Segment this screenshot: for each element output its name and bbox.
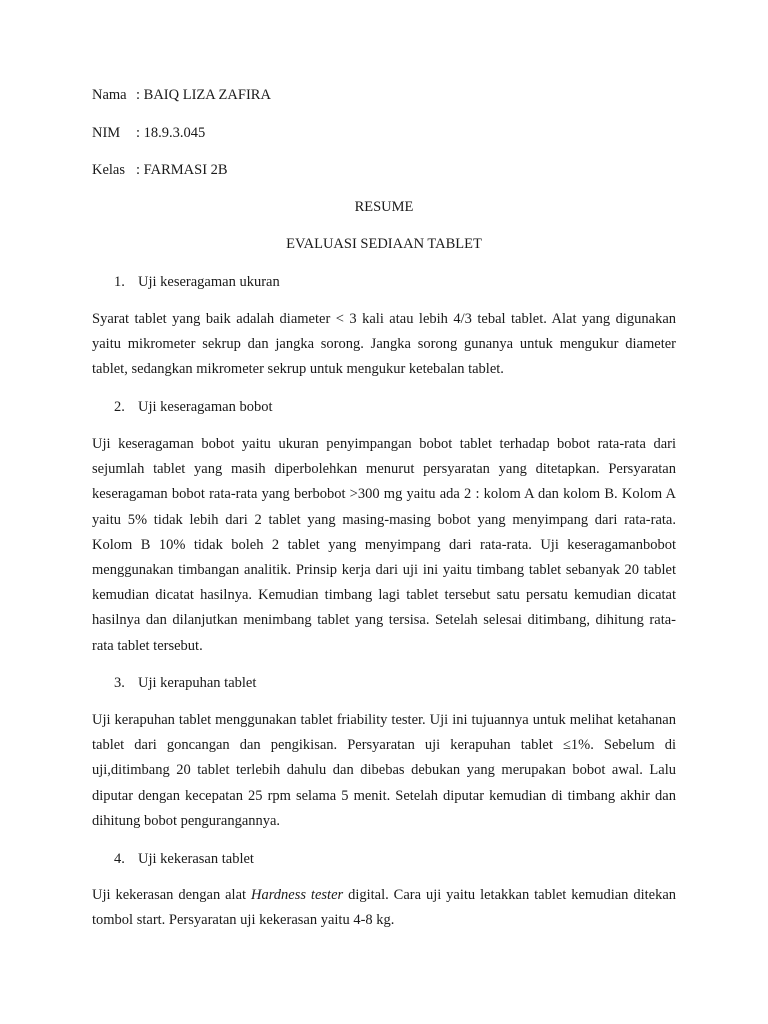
section-2-number: 2. <box>114 399 125 415</box>
section-4-body-start: Uji kekerasan dengan alat <box>92 887 251 903</box>
nim-label: NIM <box>92 125 121 141</box>
section-1-body: Syarat tablet yang baik adalah diameter < 3 kali atau lebih 4/3 tebal tablet. Alat yang digunakan yaitu mikrometer sekrup dan jangka sorong. Jangka sorong gunanya untuk mengukur diameter tablet, sedangkan mikrometer sekrup untuk mengukur ketebalan tablet. <box>92 311 676 378</box>
name-value: : BAIQ LIZA ZAFIRA <box>136 87 271 103</box>
section-4-number: 4. <box>114 851 125 867</box>
name-label: Nama <box>92 87 127 103</box>
section-1-number: 1. <box>114 274 125 290</box>
document-subtitle: EVALUASI SEDIAAN TABLET <box>286 236 482 252</box>
section-4-heading: Uji kekerasan tablet <box>138 851 254 867</box>
kelas-value: : FARMASI 2B <box>136 162 228 178</box>
nim-value: : 18.9.3.045 <box>136 125 206 141</box>
section-2-heading: Uji keseragaman bobot <box>138 399 273 415</box>
section-4-body-end: digital. Cara uji yaitu letakkan tablet kemudian ditekan tombol start. Persyaratan uji kekerasan yaitu 4-8 kg. <box>92 887 677 929</box>
section-3-heading: Uji kerapuhan tablet <box>138 675 257 691</box>
section-4-body <box>92 883 676 933</box>
section-1-heading: Uji keseragaman ukuran <box>138 274 280 290</box>
section-3-number: 3. <box>114 675 125 691</box>
section-3-body: Uji kerapuhan tablet menggunakan tablet friability tester. Uji ini tujuannya untuk melihat ketahanan tablet dari goncangan dan pengikisan. Persyaratan uji kerapuhan tablet ≤1%. Sebelum di uji,ditimbang 20 tablet terlebih dahulu dan dibebas debukan yang merupakan bobot awal. Lalu diputar dengan kecepatan 25 rpm selama 5 menit. Setelah diputar kemudian di timbang akhir dan dihitung bobot pengurangannya. <box>92 712 676 829</box>
section-2-body: Uji keseragaman bobot yaitu ukuran penyimpangan bobot tablet terhadap bobot rata-rata dari sejumlah tablet yang masih diperbolehkan menurut persyaratan yang ditetapkan. Persyaratan keseragaman bobot rata-rata yang berbobot >300 mg yaitu ada 2 : kolom A dan kolom B. Kolom A yaitu 5% tidak lebih dari 2 tablet yang masing-masing bobot yang menyimpang dari rata-rata. Kolom B 10% tidak boleh 2 tablet yang menyimpang dari rata-rata. Uji keseragamanbobot menggunakan timbangan analitik. Prinsip kerja dari uji ini yaitu timbang tablet sebanyak 20 tablet kemudian dicatat hasilnya. Kemudian timbang lagi tablet tersebut satu persatu kemudian dicatat hasilnya dan dilanjutkan menimbang tablet yang tersisa. Setelah selesai ditimbang, dihitung rata-rata tablet tersebut. <box>92 436 676 654</box>
kelas-label: Kelas <box>92 162 126 178</box>
document-title: RESUME <box>354 199 414 215</box>
section-4-body-italic: Hardness tester <box>250 887 344 903</box>
